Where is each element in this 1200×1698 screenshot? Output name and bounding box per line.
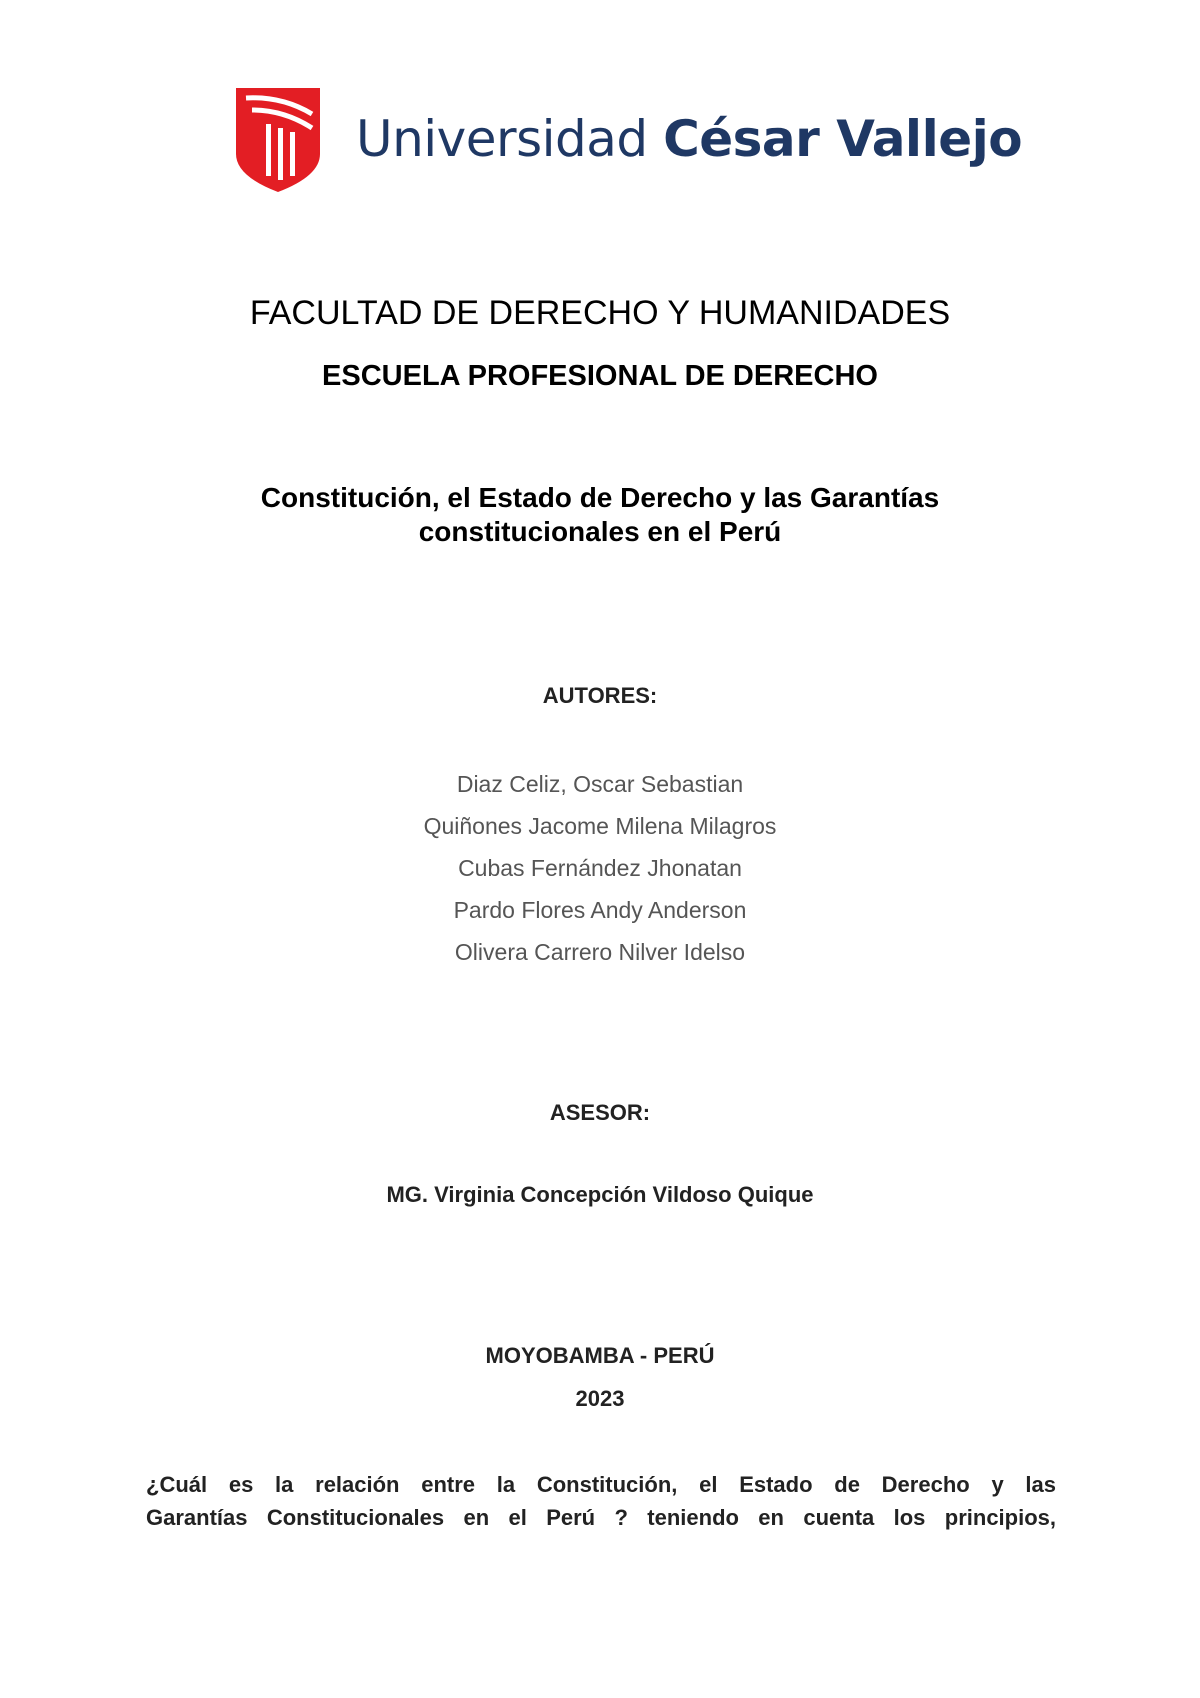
faculty-heading: FACULTAD DE DERECHO Y HUMANIDADES: [249, 294, 951, 332]
question-line-1: ¿Cuál es la relación entre la Constitución, el Estado de Derecho y las: [146, 1472, 1056, 1497]
university-name-part1: Universidad: [356, 110, 648, 168]
university-name-part2: César Vallejo: [663, 110, 1023, 168]
advisor-name: MG. Virginia Concepción Vildoso Quique: [386, 1182, 814, 1207]
author-name: Olivera Carrero Nilver Idelso: [454, 939, 746, 965]
question-line-2: Garantías Constitucionales en el Perú ? teniendo en cuenta los principios,: [146, 1505, 1056, 1530]
ucv-shield-icon: [232, 84, 324, 194]
advisor-label: ASESOR:: [549, 1100, 651, 1125]
author-name: Cubas Fernández Jhonatan: [458, 855, 742, 881]
school-heading: ESCUELA PROFESIONAL DE DERECHO: [322, 360, 878, 392]
university-logo: [232, 84, 1023, 194]
title-line-1: Constitución, el Estado de Derecho y las Garantías: [260, 482, 940, 513]
research-question: [146, 1468, 1056, 1534]
year: 2023: [575, 1386, 625, 1411]
author-name: Pardo Flores Andy Anderson: [453, 897, 747, 923]
document-title: [0, 481, 1200, 549]
title-line-2: constitucionales en el Perú: [418, 516, 782, 547]
authors-list: [0, 763, 1200, 973]
university-wordmark: [356, 110, 1022, 168]
authors-label: AUTORES:: [542, 683, 658, 708]
author-name: Quiñones Jacome Milena Milagros: [423, 813, 777, 839]
author-name: Diaz Celiz, Oscar Sebastian: [456, 771, 744, 797]
location: MOYOBAMBA - PERÚ: [485, 1343, 715, 1368]
